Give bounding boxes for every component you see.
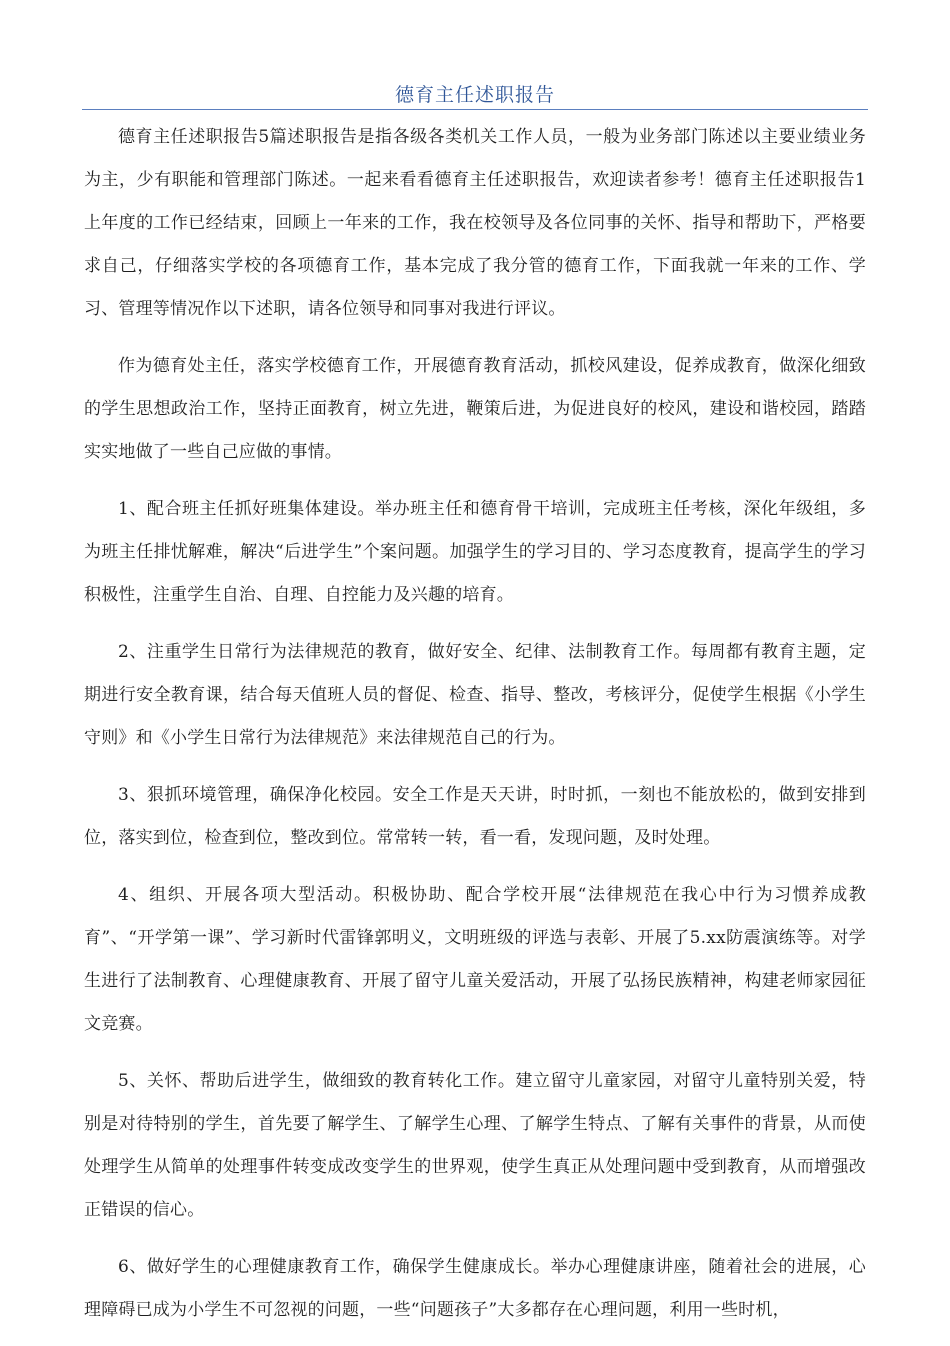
document-body (84, 116, 866, 1346)
paragraph-role: 作为德育处主任，落实学校德育工作，开展德育教育活动，抓校风建设，促养成教育，做深化细致的学生思想政治工作，坚持正面教育，树立先进，鞭策后进，为促进良好的校风，建设和谐校园，踏踏实实地做了一些自己应做的事情。 (84, 356, 866, 462)
paragraph-item-3: 3、狠抓环境管理，确保净化校园。安全工作是天天讲，时时抓，一刻也不能放松的，做到安排到位，落实到位，检查到位，整改到位。常常转一转，看一看，发现问题，及时处理。 (84, 785, 866, 848)
title-divider (82, 109, 868, 110)
paragraph-item-5: 5、关怀、帮助后进学生，做细致的教育转化工作。建立留守儿童家园，对留守儿童特别关爱，特别是对待特别的学生，首先要了解学生、了解学生心理、了解学生特点、了解有关事件的背景，从而使处理学生从简单的处理事件转变成改变学生的世界观，使学生真正从处理问题中受到教育，从而增强改正错误的信心。 (84, 1071, 866, 1220)
document-title: 德育主任述职报告 (394, 84, 555, 106)
paragraph-item-6: 6、做好学生的心理健康教育工作，确保学生健康成长。举办心理健康讲座，随着社会的进展，心理障碍已成为小学生不可忽视的问题，一些“问题孩子”大多都存在心理问题，利用一些时机， (84, 1257, 866, 1320)
paragraph-item-4: 4、组织、开展各项大型活动。积极协助、配合学校开展“法律规范在我心中行为习惯养成教育”、“开学第一课”、学习新时代雷锋郭明义，文明班级的评选与表彰、开展了5.xx防震演练等。对学生进行了法制教育、心理健康教育、开展了留守儿童关爱活动，开展了弘扬民族精神，构建老师家园征文竞赛。 (84, 885, 866, 1034)
paragraph-item-1: 1、配合班主任抓好班集体建设。举办班主任和德育骨干培训，完成班主任考核，深化年级组，多为班主任排忧解难，解决“后进学生”个案问题。加强学生的学习目的、学习态度教育，提高学生的学习积极性，注重学生自治、自理、自控能力及兴趣的培育。 (84, 499, 866, 605)
paragraph-item-2: 2、注重学生日常行为法律规范的教育，做好安全、纪律、法制教育工作。每周都有教育主题，定期进行安全教育课，结合每天值班人员的督促、检查、指导、整改，考核评分，促使学生根据《小学生守则》和《小学生日常行为法律规范》来法律规范自己的行为。 (84, 642, 866, 748)
paragraph-intro: 德育主任述职报告5篇述职报告是指各级各类机关工作人员，一般为业务部门陈述以主要业绩业务为主，少有职能和管理部门陈述。一起来看看德育主任述职报告，欢迎读者参考！德育主任述职报告1上年度的工作已经结束，回顾上一年来的工作，我在校领导及各位同事的关怀、指导和帮助下，严格要求自己，仔细落实学校的各项德育工作，基本完成了我分管的德育工作，下面我就一年来的工作、学习、管理等情况作以下述职，请各位领导和同事对我进行评议。 (84, 127, 866, 319)
